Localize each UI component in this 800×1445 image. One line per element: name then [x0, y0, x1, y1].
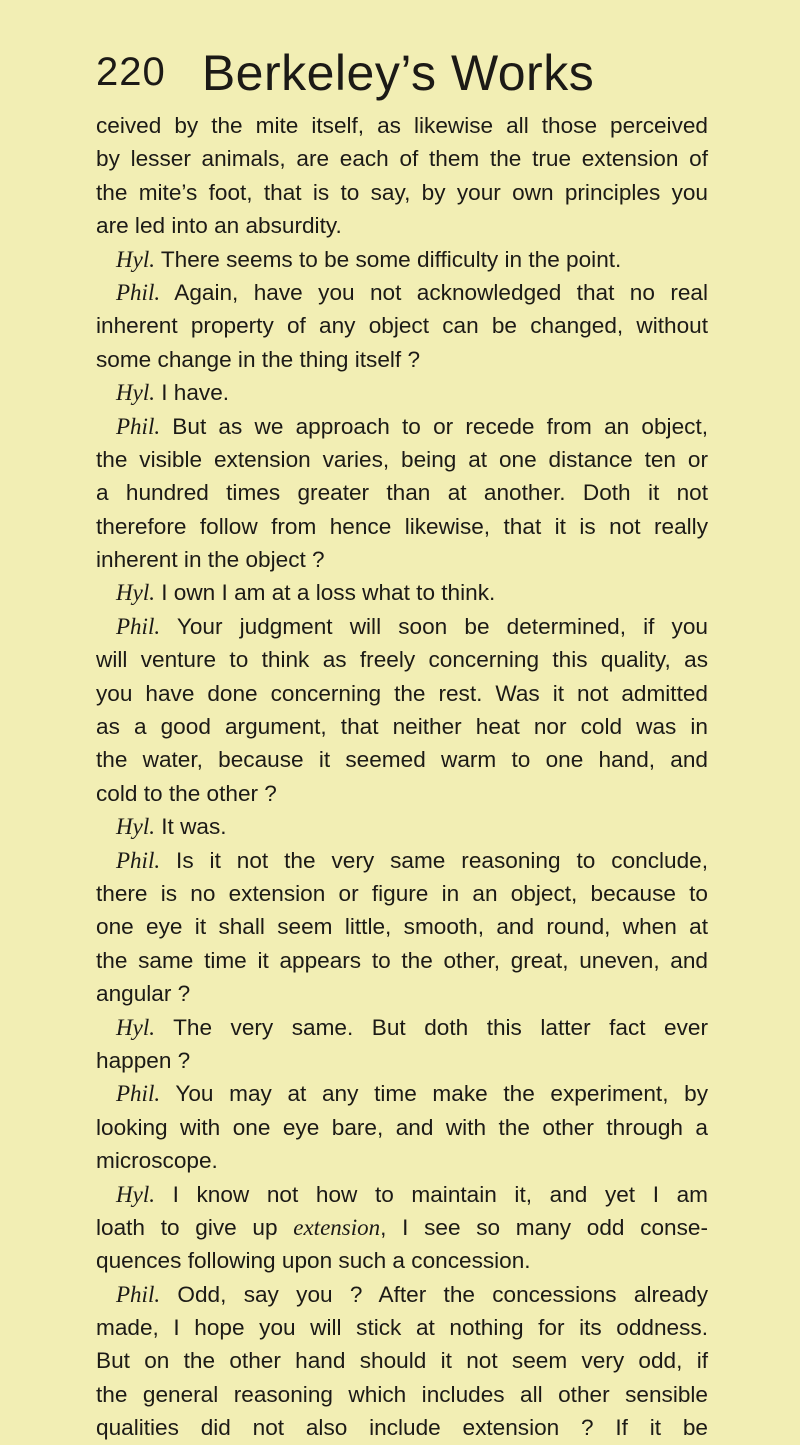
line-text: I have. — [154, 380, 230, 406]
line-text: But on the other hand should it not seem very odd, if — [96, 1348, 708, 1374]
speaker-label: Phil. — [116, 613, 161, 639]
text-line — [96, 1411, 708, 1444]
line-text: The very same. But doth this latter fact ever — [154, 1014, 708, 1040]
body-text — [96, 109, 708, 1445]
text-line — [96, 1211, 708, 1244]
page-number: 220 — [96, 50, 166, 94]
line-text: You may at any time make the experiment, by — [160, 1081, 708, 1107]
line-text: a hundred times greater than at another. Doth it not — [96, 480, 708, 506]
text-line — [96, 1244, 708, 1277]
text-line — [96, 343, 708, 376]
text-line — [96, 810, 708, 843]
text-line — [96, 610, 708, 643]
line-text: happen ? — [96, 1047, 191, 1073]
line-text: the same time it appears to the other, great, uneven, and — [96, 947, 708, 973]
speaker-label: Phil. — [116, 1281, 161, 1307]
line-text: inherent property of any object can be changed, without — [96, 313, 708, 339]
text-line — [96, 543, 708, 576]
text-line — [96, 1111, 708, 1144]
line-text: There seems to be some difficulty in the point. — [154, 246, 622, 272]
running-head: Berkeley’s Works — [201, 45, 595, 101]
text-line — [96, 1077, 708, 1110]
line-text: angular ? — [96, 981, 191, 1007]
line-text: Is it not the very same reasoning to conclude, — [160, 847, 708, 873]
speaker-label: Hyl. — [116, 1181, 155, 1207]
text-line — [96, 309, 708, 342]
text-line — [96, 1011, 708, 1044]
text-line — [96, 443, 708, 476]
line-text: I know not how to maintain it, and yet I am — [154, 1181, 708, 1207]
text-line — [96, 743, 708, 776]
line-text: will venture to think as freely concerning this quality, as — [96, 647, 708, 673]
text-line — [96, 710, 708, 743]
text-line — [96, 142, 708, 175]
page-header — [96, 44, 700, 104]
text-line — [96, 1178, 708, 1211]
text-line — [96, 243, 708, 276]
speaker-label: Hyl. — [116, 814, 155, 840]
speaker-label: Phil. — [116, 279, 161, 305]
text-line — [96, 1044, 708, 1077]
speaker-label: Hyl. — [116, 1014, 155, 1040]
text-line — [96, 1344, 708, 1377]
text-line — [96, 844, 708, 877]
line-text: I own I am at a loss what to think. — [154, 580, 496, 606]
speaker-label: Hyl. — [116, 246, 155, 272]
line-text: the water, because it seemed warm to one hand, and — [96, 747, 708, 773]
line-text: qualities did not also include extension ? If it be — [96, 1415, 708, 1441]
speaker-label: Phil. — [116, 847, 161, 873]
line-text: quences following upon such a concession. — [96, 1248, 531, 1274]
line-text: cold to the other ? — [96, 780, 277, 806]
speaker-label: Hyl. — [116, 380, 155, 406]
text-line — [96, 209, 708, 242]
line-text: one eye it shall seem little, smooth, and round, when at — [96, 914, 708, 940]
text-line — [96, 410, 708, 443]
text-line — [96, 677, 708, 710]
line-text: the visible extension varies, being at one distance ten or — [96, 446, 708, 472]
text-line — [96, 777, 708, 810]
text-line — [96, 176, 708, 209]
emphasized-word: extension — [293, 1214, 381, 1240]
line-text: are led into an absurdity. — [96, 213, 342, 239]
line-text: by lesser animals, are each of them the true extension of — [96, 146, 708, 172]
line-text: It was. — [154, 814, 227, 840]
line-text: the general reasoning which includes all other sensible — [96, 1381, 708, 1407]
text-line — [96, 476, 708, 509]
line-text: ceived by the mite itself, as likewise all those perceived — [96, 113, 708, 138]
speaker-label: Hyl. — [116, 580, 155, 606]
line-text: some change in the thing itself ? — [96, 346, 421, 372]
text-line — [96, 1378, 708, 1411]
line-text: inherent in the object ? — [96, 547, 325, 573]
text-line — [96, 944, 708, 977]
text-line — [96, 109, 708, 142]
line-text: Again, have you not acknowledged that no real — [160, 279, 708, 305]
line-text: microscope. — [96, 1148, 218, 1174]
line-text: as a good argument, that neither heat nor cold was in — [96, 714, 708, 740]
line-text: looking with one eye bare, and with the other through a — [96, 1114, 708, 1140]
text-line — [96, 910, 708, 943]
text-line — [96, 276, 708, 309]
text-line — [96, 977, 708, 1010]
text-line — [96, 877, 708, 910]
line-text: made, I hope you will stick at nothing for its oddness. — [96, 1315, 708, 1341]
text-line — [96, 376, 708, 409]
text-line — [96, 1278, 708, 1311]
line-text: you have done concerning the rest. Was it not admitted — [96, 680, 708, 706]
text-line — [96, 576, 708, 609]
line-text: loath to give up — [96, 1214, 294, 1240]
text-line — [96, 1144, 708, 1177]
speaker-label: Phil. — [116, 1081, 161, 1107]
speaker-label: Phil. — [116, 413, 161, 439]
line-text: therefore follow from hence likewise, that it is not really — [96, 513, 708, 539]
text-line — [96, 510, 708, 543]
line-text: But as we approach to or recede from an object, — [160, 413, 708, 439]
line-text: there is no extension or figure in an object, because to — [96, 880, 708, 906]
text-line — [96, 1311, 708, 1344]
line-text: Odd, say you ? After the concessions already — [160, 1281, 708, 1307]
line-text: the mite’s foot, that is to say, by your own principles you — [96, 179, 708, 205]
line-text: , I see so many odd conse- — [380, 1214, 708, 1240]
line-text: Your judgment will soon be determined, if you — [160, 613, 708, 639]
text-line — [96, 643, 708, 676]
